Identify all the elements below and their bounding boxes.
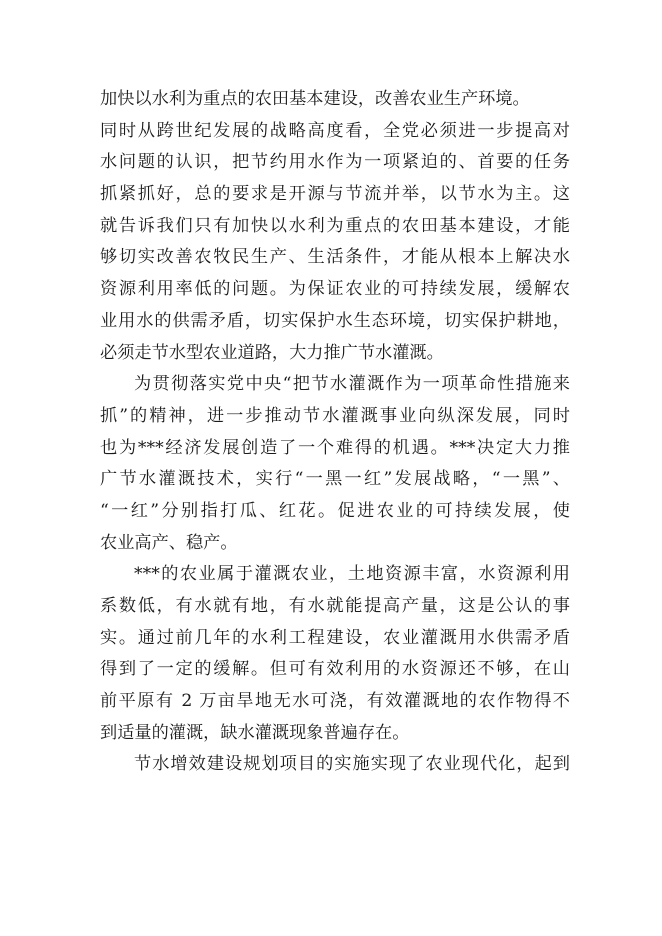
document-body [100, 84, 570, 781]
text-line: ***的农业属于灌溉农业，土地资源丰富，水资源利用 [134, 564, 570, 585]
text-line: 也为***经济发展创造了一个难得的机遇。***决定大力推 [100, 437, 570, 458]
text-line: 业用水的供需矛盾，切实保护水生态环境，切实保护耕地， [100, 310, 570, 331]
text-line: 实。通过前几年的水利工程建设，农业灌溉用水供需矛盾 [100, 627, 570, 648]
text-line: 水问题的认识，把节约用水作为一项紧迫的、首要的任务 [100, 152, 570, 173]
text-line: 加快以水利为重点的农田基本建设，改善农业生产环境。 [100, 89, 530, 109]
text-line: 农业高产、稳产。 [100, 532, 238, 553]
text-line: 为贯彻落实党中央“把节水灌溉作为一项革命性措施来 [134, 374, 570, 395]
text-line: 就告诉我们只有加快以水利为重点的农田基本建设，才能 [100, 215, 570, 236]
text-line: 抓紧抓好，总的要求是开源与节流并举，以节水为主。这 [100, 184, 570, 205]
text-line: 资源利用率低的问题。为保证农业的可持续发展，缓解农 [100, 279, 570, 300]
text-line: 必须走节水型农业道路，大力推广节水灌溉。 [100, 342, 444, 363]
text-line: 系数低，有水就有地，有水就能提高产量，这是公认的事 [100, 596, 570, 616]
text-line: 抓”的精神，进一步推动节水灌溉事业向纵深发展，同时 [100, 405, 570, 426]
text-line: 到适量的灌溉，缺水灌溉现象普遍存在。 [100, 722, 410, 743]
text-line: 得到了一定的缓解。但可有效利用的水资源还不够，在山 [100, 659, 570, 680]
text-line: 节水增效建设规划项目的实施实现了农业现代化，起到 [134, 754, 570, 775]
text-line: “一红”分别指打瓜、红花。促进农业的可持续发展，使 [100, 500, 570, 521]
text-line: 够切实改善农牧民生产、生活条件，才能从根本上解决水 [100, 247, 570, 268]
text-line: 广节水灌溉技术，实行“一黑一红”发展战略，“一黑”、 [100, 469, 570, 490]
text-line: 前平原有 2 万亩旱地无水可浇，有效灌溉地的农作物得不 [100, 691, 570, 712]
text-line: 同时从跨世纪发展的战略高度看，全党必须进一步提高对 [100, 120, 570, 141]
